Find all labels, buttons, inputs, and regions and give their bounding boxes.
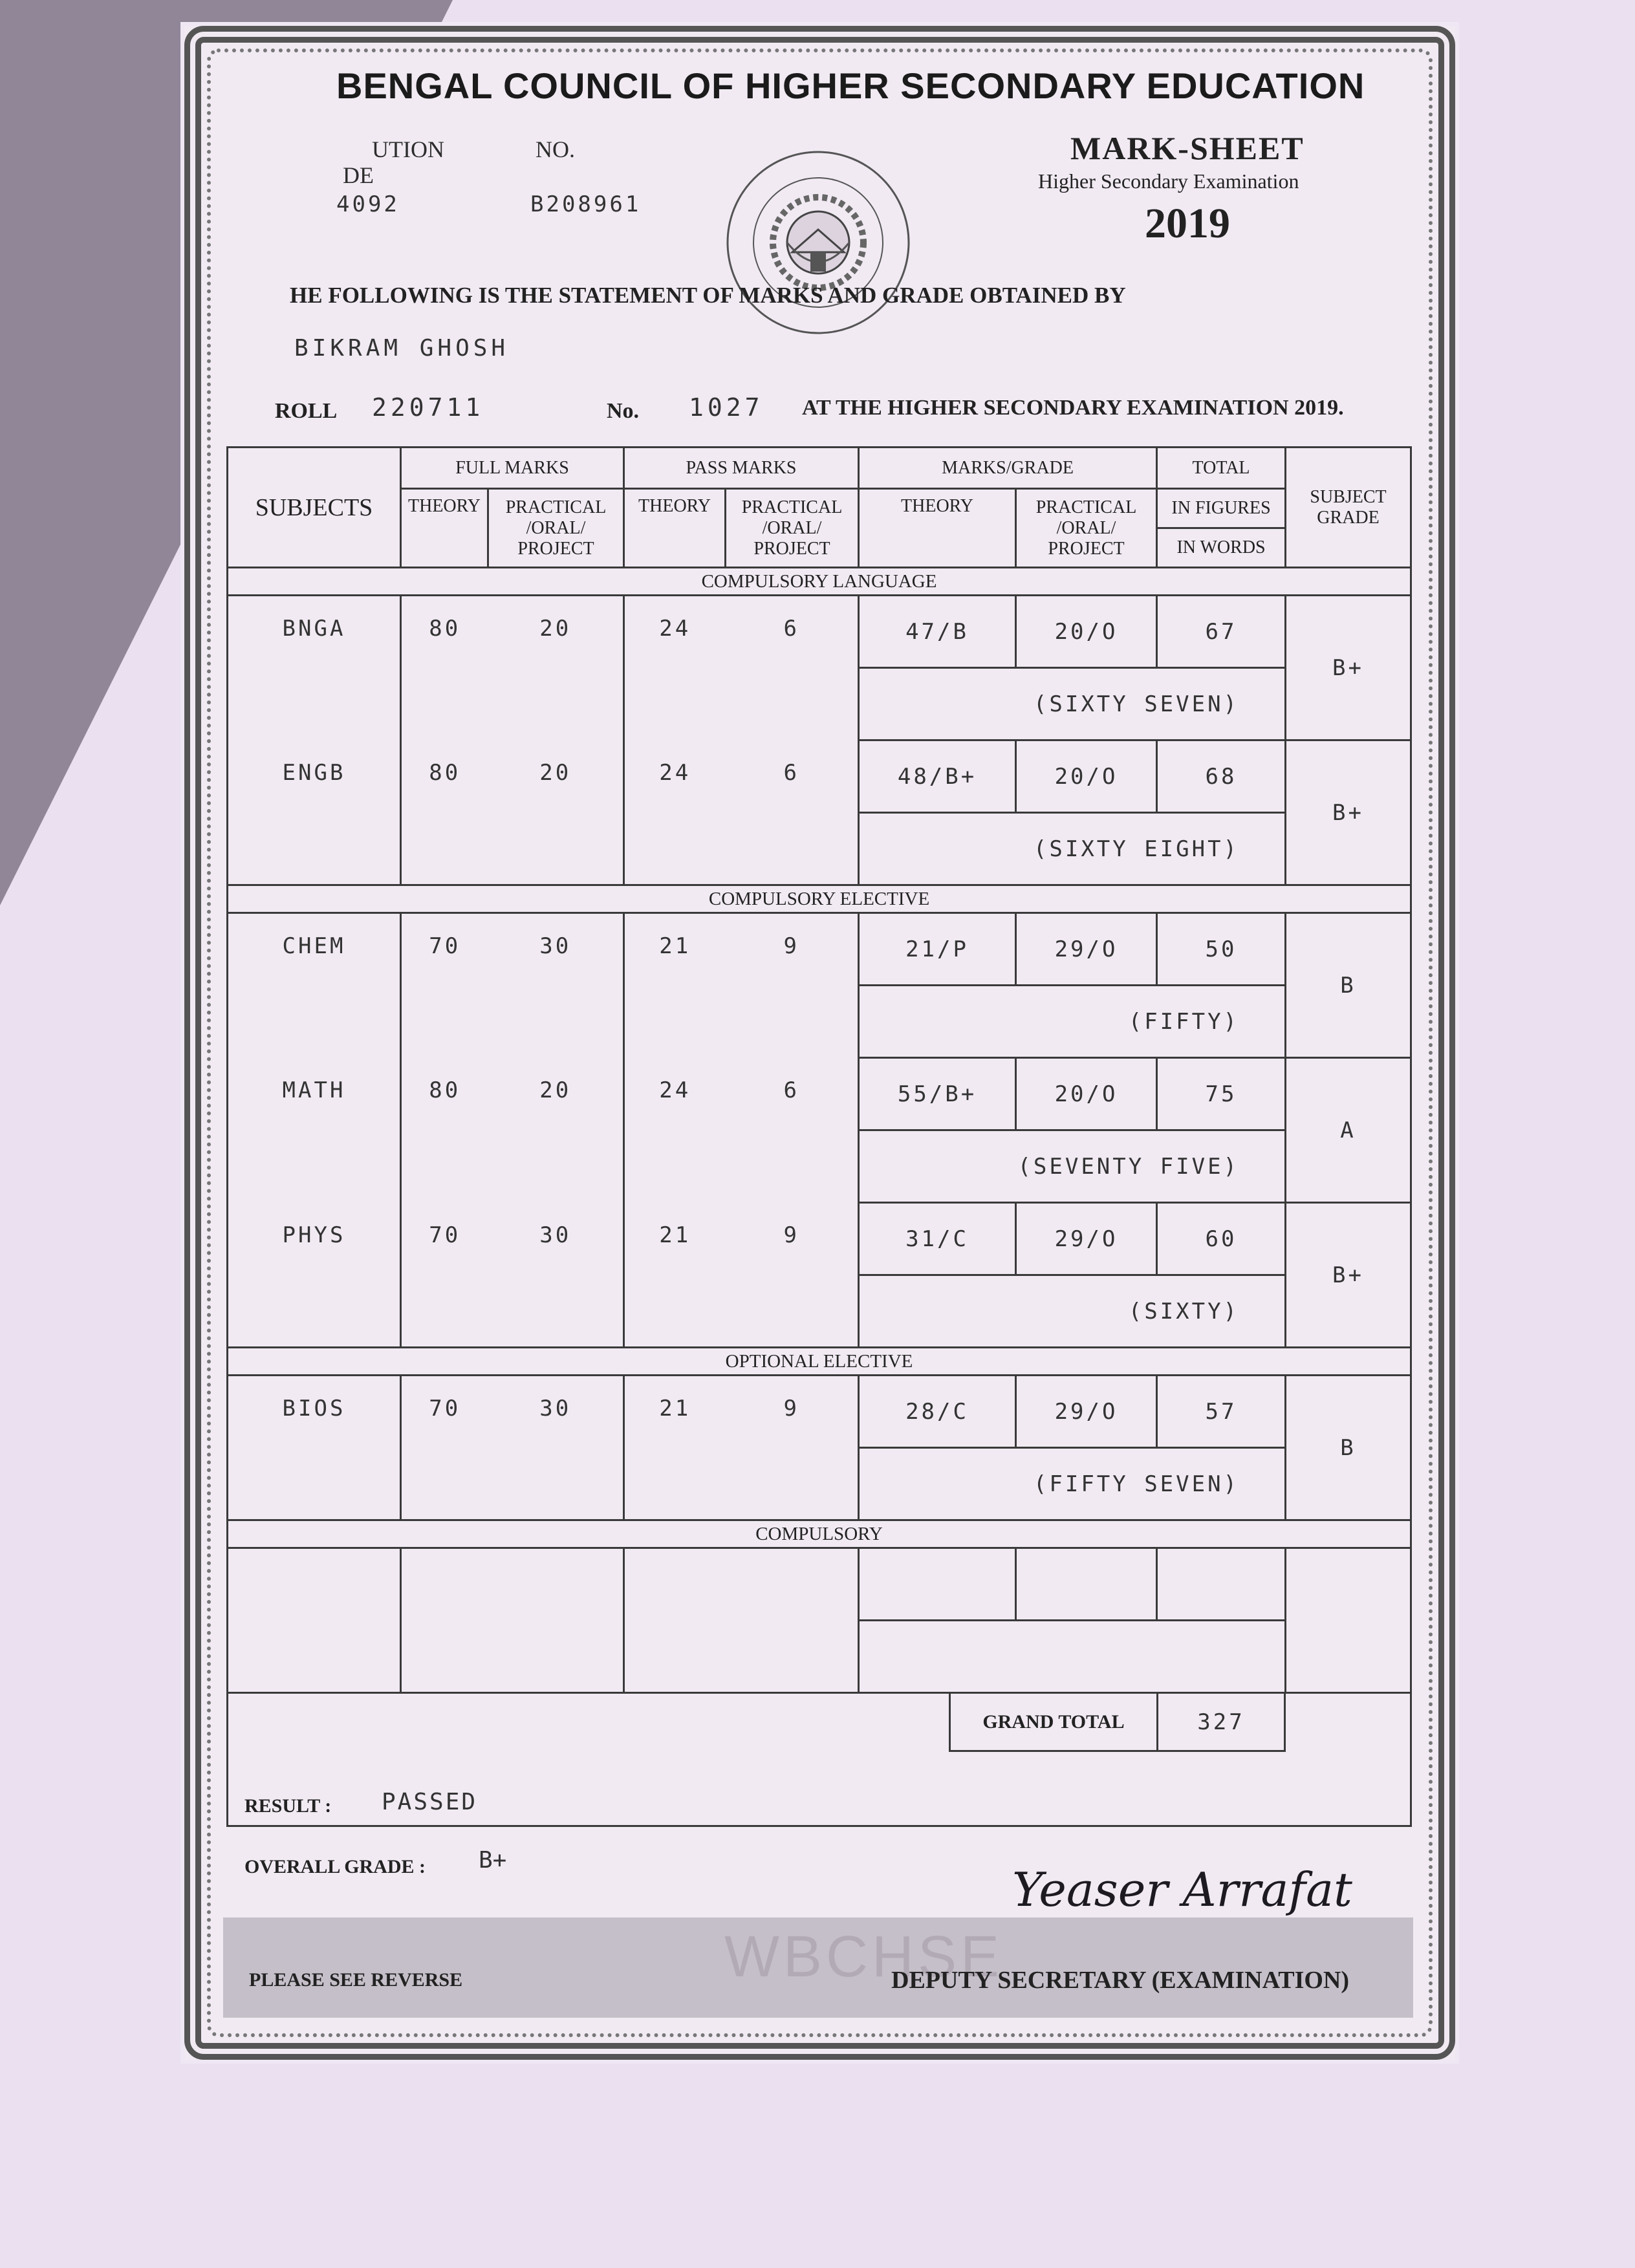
table-row <box>228 596 1411 668</box>
obtained-practical: 29/O <box>1016 913 1157 986</box>
subject-code: MATH <box>228 1058 401 1203</box>
header-pass-practical: PRACTICAL /ORAL/ PROJECT <box>726 489 859 568</box>
table-row <box>228 1376 1411 1448</box>
obtained-theory: 48/B+ <box>859 740 1016 813</box>
total-figures: 60 <box>1157 1203 1286 1275</box>
marksheet-subtitle: Higher Secondary Examination <box>1038 169 1299 193</box>
candidate-name: BIKRAM GHOSH <box>294 335 510 362</box>
roll-number: 220711 <box>372 393 484 422</box>
full-theory: 70 <box>401 1376 488 1520</box>
subject-grade: B <box>1286 1376 1411 1520</box>
total-figures: 68 <box>1157 740 1286 813</box>
obtained-practical: 20/O <box>1016 596 1157 668</box>
overall-grade-value: B+ <box>479 1847 507 1874</box>
header-total: TOTAL <box>1157 448 1286 489</box>
total-words: (FIFTY SEVEN) <box>859 1448 1286 1520</box>
header-marks-grade: MARKS/GRADE <box>859 448 1157 489</box>
subject-code: ENGB <box>228 740 401 885</box>
pass-practical: 6 <box>726 740 859 885</box>
total-words: (SIXTY SEVEN) <box>859 668 1286 740</box>
header-in-figures: IN FIGURES <box>1158 490 1284 529</box>
full-practical: 20 <box>488 1058 624 1203</box>
total-words: (SIXTY) <box>859 1275 1286 1348</box>
statement-intro: HE FOLLOWING IS THE STATEMENT OF MARKS AND GRADE OBTAINED BY <box>290 283 1126 308</box>
subject-grade: B+ <box>1286 596 1411 740</box>
pass-theory: 21 <box>624 913 726 1058</box>
header-full-practical: PRACTICAL /ORAL/ PROJECT <box>488 489 624 568</box>
full-practical: 20 <box>488 740 624 885</box>
total-figures: 50 <box>1157 913 1286 986</box>
header-pass-marks: PASS MARKS <box>624 448 859 489</box>
pass-practical: 9 <box>726 1376 859 1520</box>
group-compulsory: COMPULSORY <box>228 1520 1411 1548</box>
table-row <box>228 740 1411 813</box>
header-subject-grade: SUBJECT GRADE <box>1286 448 1411 568</box>
obtained-theory: 31/C <box>859 1203 1016 1275</box>
full-theory: 80 <box>401 1058 488 1203</box>
header-full-marks: FULL MARKS <box>401 448 624 489</box>
institution-code: 4092 <box>336 191 400 217</box>
header-in-words: IN WORDS <box>1176 537 1266 557</box>
pass-theory: 24 <box>624 596 726 740</box>
pass-theory: 21 <box>624 1376 726 1520</box>
obtained-theory: 21/P <box>859 913 1016 986</box>
institution-label-2: DE <box>343 162 374 188</box>
pass-practical: 9 <box>726 913 859 1058</box>
marksheet-title: MARK-SHEET <box>1070 130 1305 166</box>
group-optional-elective: OPTIONAL ELECTIVE <box>228 1348 1411 1376</box>
obtained-theory: 55/B+ <box>859 1058 1016 1130</box>
pass-practical: 6 <box>726 1058 859 1203</box>
council-title: BENGAL COUNCIL OF HIGHER SECONDARY EDUCATION <box>336 65 1365 106</box>
exam-text: AT THE HIGHER SECONDARY EXAMINATION 2019. <box>802 396 1344 420</box>
header-pass-theory: THEORY <box>624 489 726 568</box>
total-words: (SEVENTY FIVE) <box>859 1130 1286 1203</box>
pass-practical: 6 <box>726 596 859 740</box>
subject-code: BNGA <box>228 596 401 740</box>
full-theory: 80 <box>401 596 488 740</box>
full-theory: 70 <box>401 1203 488 1348</box>
overall-grade-label: OVERALL GRADE : <box>244 1856 426 1877</box>
pass-theory: 24 <box>624 740 726 885</box>
total-words: (SIXTY EIGHT) <box>859 813 1286 885</box>
header-total-split <box>1157 489 1286 568</box>
table-row <box>228 1058 1411 1130</box>
empty-row <box>228 1548 1411 1621</box>
group-compulsory-language: COMPULSORY LANGUAGE <box>228 568 1411 596</box>
total-figures: 57 <box>1157 1376 1286 1448</box>
obtained-practical: 20/O <box>1016 740 1157 813</box>
signature: Yeaser Arrafat <box>1012 1863 1352 1917</box>
no-label: NO. <box>536 136 575 162</box>
full-practical: 30 <box>488 1203 624 1348</box>
sheet-number: B208961 <box>530 191 642 217</box>
deputy-secretary: DEPUTY SECRETARY (EXAMINATION) <box>891 1967 1350 1994</box>
grand-total-value: 327 <box>1197 1709 1245 1735</box>
full-theory: 70 <box>401 913 488 1058</box>
pass-theory: 24 <box>624 1058 726 1203</box>
header-obtained-theory: THEORY <box>859 489 1016 568</box>
header-full-theory: THEORY <box>401 489 488 568</box>
subject-grade: B <box>1286 913 1411 1058</box>
exam-year: 2019 <box>1145 200 1230 247</box>
obtained-practical: 29/O <box>1016 1203 1157 1275</box>
grand-total-box <box>949 1694 1286 1752</box>
council-seal-icon <box>721 146 915 340</box>
table-row <box>228 913 1411 986</box>
full-theory: 80 <box>401 740 488 885</box>
no-label-2: No. <box>607 399 640 423</box>
subject-code: BIOS <box>228 1376 401 1520</box>
subject-grade: B+ <box>1286 1203 1411 1348</box>
header-obtained-practical: PRACTICAL /ORAL/ PROJECT <box>1016 489 1157 568</box>
total-words: (FIFTY) <box>859 986 1286 1058</box>
obtained-theory: 47/B <box>859 596 1016 668</box>
obtained-practical: 20/O <box>1016 1058 1157 1130</box>
subject-grade: B+ <box>1286 740 1411 885</box>
please-see-reverse: PLEASE SEE REVERSE <box>249 1969 463 1991</box>
pass-theory: 21 <box>624 1203 726 1348</box>
marks-table <box>226 446 1412 1827</box>
header-subjects: SUBJECTS <box>228 448 401 568</box>
grand-total-label: GRAND TOTAL <box>951 1694 1158 1750</box>
group-compulsory-elective: COMPULSORY ELECTIVE <box>228 885 1411 913</box>
total-figures: 75 <box>1157 1058 1286 1130</box>
institution-label-1: UTION <box>372 136 444 162</box>
table-row <box>228 1203 1411 1275</box>
subject-code: CHEM <box>228 913 401 1058</box>
obtained-practical: 29/O <box>1016 1376 1157 1448</box>
total-figures: 67 <box>1157 596 1286 668</box>
full-practical: 20 <box>488 596 624 740</box>
roll-label: ROLL <box>275 399 338 423</box>
result-label: RESULT : <box>244 1795 332 1817</box>
subject-code: PHYS <box>228 1203 401 1348</box>
watermark: WBCHSE <box>724 1925 1004 1989</box>
full-practical: 30 <box>488 1376 624 1520</box>
full-practical: 30 <box>488 913 624 1058</box>
pass-practical: 9 <box>726 1203 859 1348</box>
roll-no: 1027 <box>689 393 764 422</box>
result-value: PASSED <box>382 1789 478 1815</box>
subject-grade: A <box>1286 1058 1411 1203</box>
obtained-theory: 28/C <box>859 1376 1016 1448</box>
